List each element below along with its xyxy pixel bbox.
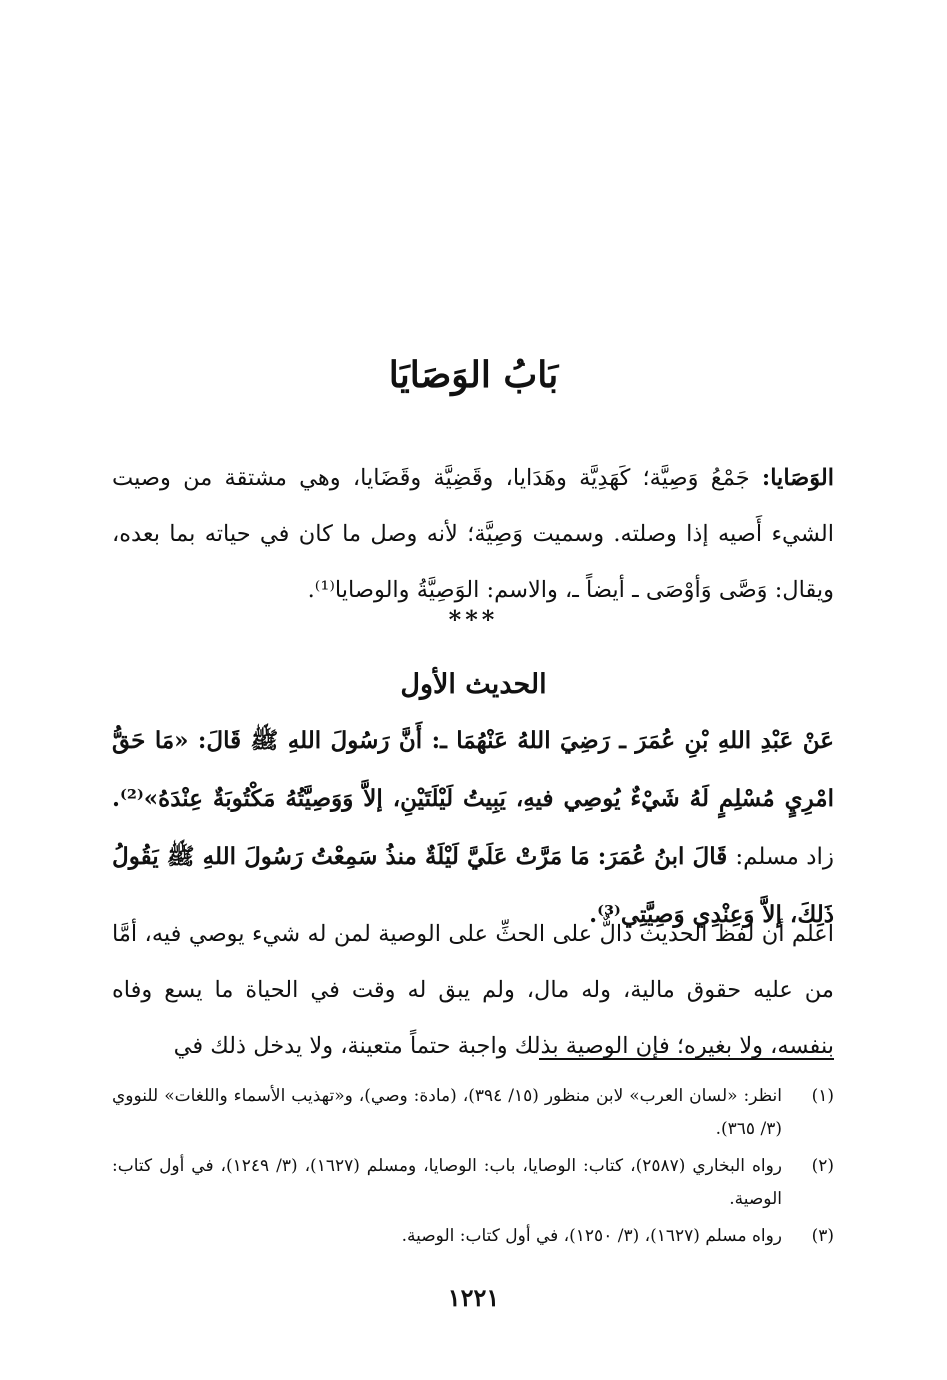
page-number: ١٢٢١	[447, 1283, 500, 1312]
footnote-number: (٣)	[811, 1226, 834, 1246]
commentary-paragraph: اعلم أن لفظ الحديث دالٌّ على الحثِّ على الوصية لمن له شيء يوصي فيه، أمَّا من عليه حقوق مالية، وله مال، ولم يبق له وقت في الحياة ما يسع وفاه بنفسه، ولا بغيره؛ فإن الوصية بذلك واجبة حتماً متعينة، ولا يدخل ذلك في	[112, 921, 834, 1059]
footnote-text: رواه مسلم (١٦٢٧)، (٣/ ١٢٥٠)، في أول كتاب: الوصية.	[401, 1226, 782, 1246]
intro-lead-term: الوَصَايا:	[761, 465, 835, 491]
footnote-item	[112, 1080, 834, 1146]
intro-text: جَمْعُ وَصِيَّة؛ كَهَدِيَّة وهَدَايا، وقَضِيَّة وقَضَايا، وهي مشتقة من وصيت الشيء أَصيه إذا وصلته. وسميت وَصِيَّة؛ لأنه وصل ما كان في حياته بما بعده، ويقال: وَصَّى وَأوْصَى ـ أيضاً ـ، والاسم: الوَصِيَّةُ والوصايا⁽¹⁾.	[112, 465, 834, 603]
hadith-addition-label: زاد مسلم:	[735, 844, 834, 870]
footnote-text: انظر: «لسان العرب» لابن منظور (١٥/ ٣٩٤)، (مادة: وصي)، و«تهذيب الأسماء واللغات» للنووي (٣/ ٣٦٥).	[112, 1086, 782, 1139]
footnote-number: (١)	[811, 1086, 834, 1106]
footnotes	[112, 1080, 834, 1257]
section-separator: ***	[448, 605, 499, 634]
footnote-item	[112, 1150, 834, 1216]
footnote-number: (٢)	[811, 1156, 834, 1176]
footnote-item	[112, 1220, 834, 1253]
footnote-text: رواه البخاري (٢٥٨٧)، كتاب: الوصايا، باب: الوصايا، ومسلم (١٦٢٧)، (٣/ ١٢٤٩)، في أول كتاب: الوصية.	[112, 1156, 783, 1209]
hadith-addition-text: قَالَ ابنُ عُمَرَ: مَا مَرَّتْ عَلَيَّ لَيْلَةٌ منذُ سَمِعْتُ رَسُولَ اللهِ ﷺ يَقُولُ ذَلِكَ، إلاَّ وَعِنْدِي وَصِيَّتِي⁽³⁾.	[112, 843, 834, 928]
chapter-title: بَابُ الوَصَايَا	[388, 354, 559, 396]
footnote-divider	[539, 1058, 834, 1060]
hadith-main-text: عَنْ عَبْدِ اللهِ بْنِ عُمَرَ ـ رَضِيَ اللهُ عَنْهُمَا ـ: أَنَّ رَسُولَ اللهِ ﷺ قَالَ: «مَا حَقُّ امْرِيٍ مُسْلِمٍ لَهُ شَيْءٌ يُوصِي فيهِ، يَبِيتُ لَيْلَتَيْنِ، إلاَّ وَوَصِيَّتُهُ مَكْتُوبَةٌ عِنْدَهُ»⁽²⁾.	[112, 727, 834, 812]
hadith-title: الحديث الأول	[400, 669, 547, 700]
intro-paragraph	[112, 450, 834, 618]
